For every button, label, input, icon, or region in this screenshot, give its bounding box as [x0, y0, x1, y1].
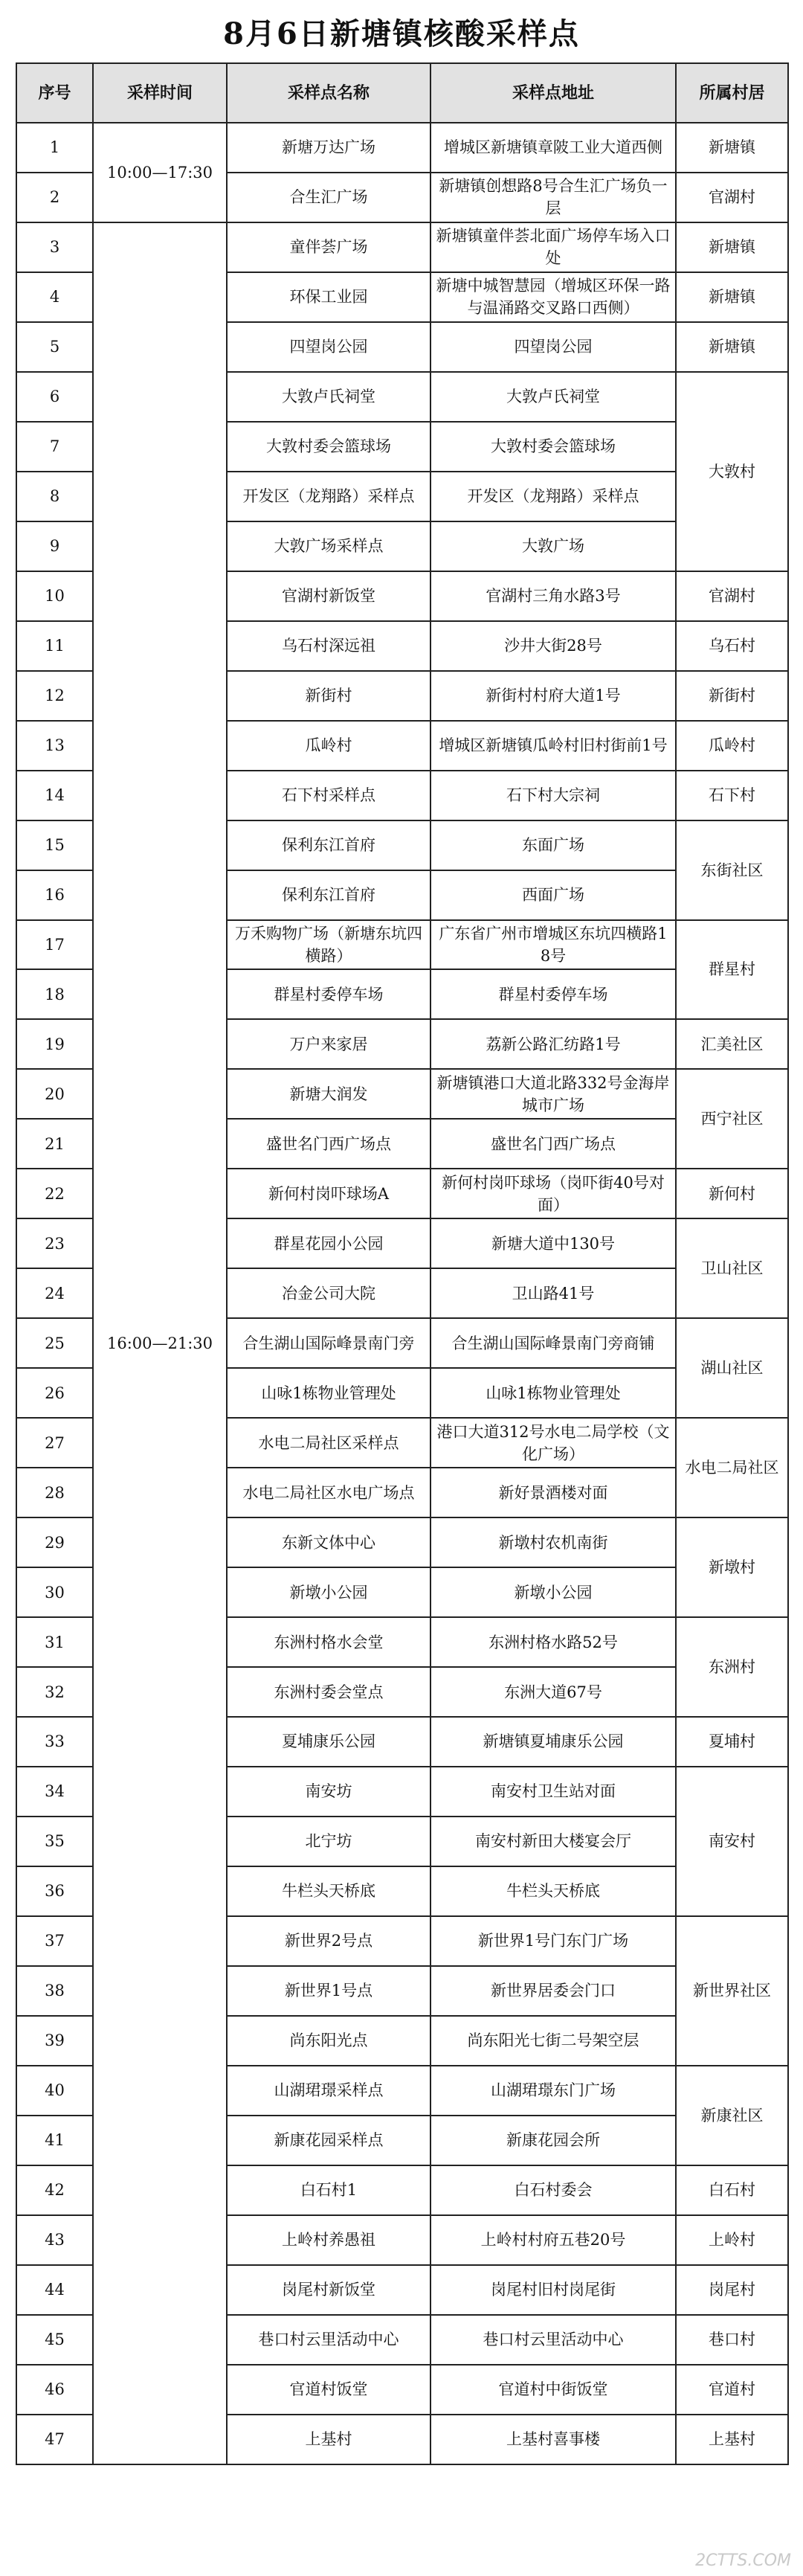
- cell-site-address: 上基村喜事楼: [430, 2415, 676, 2464]
- cell-site-name: 新世界1号点: [227, 1966, 430, 2016]
- cell-site-address: 新康花园会所: [430, 2116, 676, 2165]
- cell-site-name: 新墩小公园: [227, 1567, 430, 1617]
- cell-site-name: 上岭村养愚祖: [227, 2215, 430, 2265]
- cell-site-address: 西面广场: [430, 870, 676, 920]
- cell-site-name: 山咏1栋物业管理处: [227, 1368, 430, 1418]
- cell-site-name: 东洲村委会堂点: [227, 1667, 430, 1717]
- cell-site-name: 牛栏头天桥底: [227, 1866, 430, 1916]
- cell-village: 西宁社区: [676, 1069, 788, 1169]
- cell-index: 36: [16, 1866, 93, 1916]
- cell-site-address: 南安村卫生站对面: [430, 1767, 676, 1817]
- cell-site-name: 保利东江首府: [227, 820, 430, 870]
- cell-village: 新塘镇: [676, 322, 788, 372]
- cell-index: 42: [16, 2165, 93, 2215]
- cell-village: 大敦村: [676, 372, 788, 571]
- cell-site-name: 万户来家居: [227, 1019, 430, 1069]
- cell-village: 新墩村: [676, 1517, 788, 1617]
- cell-site-name: 新世界2号点: [227, 1916, 430, 1966]
- cell-site-address: 东洲村格水路52号: [430, 1617, 676, 1667]
- cell-index: 25: [16, 1318, 93, 1368]
- cell-index: 9: [16, 521, 93, 571]
- cell-village: 新何村: [676, 1169, 788, 1218]
- cell-site-name: 岗尾村新饭堂: [227, 2265, 430, 2315]
- cell-index: 8: [16, 472, 93, 521]
- cell-index: 27: [16, 1418, 93, 1468]
- cell-index: 18: [16, 969, 93, 1019]
- cell-site-address: 尚东阳光七街二号架空层: [430, 2016, 676, 2066]
- cell-site-name: 盛世名门西广场点: [227, 1119, 430, 1169]
- cell-site-address: 大敦广场: [430, 521, 676, 571]
- cell-site-name: 尚东阳光点: [227, 2016, 430, 2066]
- cell-time: 16:00—21:30: [93, 222, 227, 2464]
- cell-village: 群星村: [676, 920, 788, 1020]
- cell-village: 岗尾村: [676, 2265, 788, 2315]
- cell-site-name: 新康花园采样点: [227, 2116, 430, 2165]
- cell-site-address: 牛栏头天桥底: [430, 1866, 676, 1916]
- cell-village: 上岭村: [676, 2215, 788, 2265]
- cell-site-name: 群星村委停车场: [227, 969, 430, 1019]
- cell-site-address: 新世界居委会门口: [430, 1966, 676, 2016]
- cell-village: 乌石村: [676, 621, 788, 671]
- cell-site-address: 开发区（龙翔路）采样点: [430, 472, 676, 521]
- cell-site-address: 新塘镇夏埔康乐公园: [430, 1717, 676, 1767]
- cell-village: 汇美社区: [676, 1019, 788, 1069]
- cell-index: 7: [16, 422, 93, 472]
- table-body: [16, 123, 788, 2464]
- cell-site-name: 水电二局社区水电广场点: [227, 1468, 430, 1517]
- cell-site-name: 合生汇广场: [227, 173, 430, 222]
- cell-index: 23: [16, 1218, 93, 1268]
- cell-site-address: 山咏1栋物业管理处: [430, 1368, 676, 1418]
- cell-index: 2: [16, 173, 93, 222]
- cell-site-name: 新街村: [227, 671, 430, 721]
- cell-index: 22: [16, 1169, 93, 1218]
- header-village: 所属村居: [676, 63, 788, 123]
- cell-village: 新康社区: [676, 2066, 788, 2165]
- cell-village: 新塘镇: [676, 222, 788, 272]
- cell-index: 39: [16, 2016, 93, 2066]
- cell-site-address: 东面广场: [430, 820, 676, 870]
- cell-village: 新塘镇: [676, 272, 788, 322]
- cell-index: 33: [16, 1717, 93, 1767]
- cell-index: 24: [16, 1268, 93, 1318]
- cell-site-name: 环保工业园: [227, 272, 430, 322]
- watermark-logo: 2CTTS.COM: [695, 2551, 791, 2570]
- cell-site-address: 石下村大宗祠: [430, 771, 676, 820]
- header-site-name: 采样点名称: [227, 63, 430, 123]
- cell-index: 38: [16, 1966, 93, 2016]
- cell-index: 32: [16, 1667, 93, 1717]
- cell-site-name: 石下村采样点: [227, 771, 430, 820]
- header-time: 采样时间: [93, 63, 227, 123]
- cell-index: 4: [16, 272, 93, 322]
- cell-site-name: 北宁坊: [227, 1817, 430, 1866]
- cell-site-name: 冶金公司大院: [227, 1268, 430, 1318]
- cell-index: 20: [16, 1069, 93, 1119]
- cell-village: 东洲村: [676, 1617, 788, 1717]
- cell-site-name: 四望岗公园: [227, 322, 430, 372]
- cell-village: 巷口村: [676, 2315, 788, 2365]
- cell-village: 上基村: [676, 2415, 788, 2464]
- cell-site-name: 新何村岗吓球场A: [227, 1169, 430, 1218]
- cell-site-name: 官湖村新饭堂: [227, 571, 430, 621]
- cell-site-name: 白石村1: [227, 2165, 430, 2215]
- cell-site-address: 新塘中城智慧园（增城区环保一路与温涌路交叉路口西侧）: [430, 272, 676, 322]
- cell-village: 石下村: [676, 771, 788, 820]
- cell-index: 11: [16, 621, 93, 671]
- cell-village: 官道村: [676, 2365, 788, 2415]
- table-row: [16, 222, 788, 272]
- cell-village: 官湖村: [676, 571, 788, 621]
- cell-site-address: 新塘镇创想路8号合生汇广场负一层: [430, 173, 676, 222]
- cell-index: 34: [16, 1767, 93, 1817]
- cell-site-address: 官湖村三角水路3号: [430, 571, 676, 621]
- cell-site-name: 夏埔康乐公园: [227, 1717, 430, 1767]
- cell-index: 15: [16, 820, 93, 870]
- header-index: 序号: [16, 63, 93, 123]
- cell-site-address: 沙井大街28号: [430, 621, 676, 671]
- cell-site-name: 东洲村格水会堂: [227, 1617, 430, 1667]
- cell-village: 水电二局社区: [676, 1418, 788, 1517]
- cell-index: 5: [16, 322, 93, 372]
- cell-site-address: 白石村委会: [430, 2165, 676, 2215]
- cell-site-address: 上岭村村府五巷20号: [430, 2215, 676, 2265]
- cell-site-name: 大敦村委会篮球场: [227, 422, 430, 472]
- cell-site-address: 增城区新塘镇瓜岭村旧村街前1号: [430, 721, 676, 771]
- cell-site-address: 合生湖山国际峰景南门旁商铺: [430, 1318, 676, 1368]
- cell-site-name: 巷口村云里活动中心: [227, 2315, 430, 2365]
- cell-site-address: 增城区新塘镇章陂工业大道西侧: [430, 123, 676, 173]
- cell-site-address: 群星村委停车场: [430, 969, 676, 1019]
- cell-village: 官湖村: [676, 173, 788, 222]
- cell-site-address: 大敦卢氏祠堂: [430, 372, 676, 422]
- cell-site-address: 四望岗公园: [430, 322, 676, 372]
- cell-site-name: 开发区（龙翔路）采样点: [227, 472, 430, 521]
- cell-site-address: 巷口村云里活动中心: [430, 2315, 676, 2365]
- cell-site-address: 新塘镇港口大道北路332号金海岸城市广场: [430, 1069, 676, 1119]
- cell-village: 夏埔村: [676, 1717, 788, 1767]
- cell-site-name: 上基村: [227, 2415, 430, 2464]
- cell-index: 1: [16, 123, 93, 173]
- cell-site-address: 新塘大道中130号: [430, 1218, 676, 1268]
- cell-index: 29: [16, 1517, 93, 1567]
- cell-site-address: 大敦村委会篮球场: [430, 422, 676, 472]
- cell-site-address: 山湖珺璟东门广场: [430, 2066, 676, 2116]
- cell-site-address: 新街村村府大道1号: [430, 671, 676, 721]
- cell-site-name: 新塘大润发: [227, 1069, 430, 1119]
- cell-index: 37: [16, 1916, 93, 1966]
- table-row: [16, 123, 788, 173]
- cell-site-address: 新好景酒楼对面: [430, 1468, 676, 1517]
- cell-site-name: 合生湖山国际峰景南门旁: [227, 1318, 430, 1368]
- sampling-sites-table: [16, 62, 789, 2465]
- cell-site-address: 岗尾村旧村岗尾街: [430, 2265, 676, 2315]
- cell-site-address: 荔新公路汇纺路1号: [430, 1019, 676, 1069]
- cell-site-name: 官道村饭堂: [227, 2365, 430, 2415]
- cell-index: 26: [16, 1368, 93, 1418]
- cell-site-name: 东新文体中心: [227, 1517, 430, 1567]
- cell-village: 新世界社区: [676, 1916, 788, 2066]
- cell-index: 12: [16, 671, 93, 721]
- cell-index: 14: [16, 771, 93, 820]
- cell-village: 南安村: [676, 1767, 788, 1916]
- cell-site-address: 新何村岗吓球场（岗吓街40号对面）: [430, 1169, 676, 1218]
- cell-index: 35: [16, 1817, 93, 1866]
- cell-site-name: 瓜岭村: [227, 721, 430, 771]
- cell-index: 28: [16, 1468, 93, 1517]
- cell-index: 30: [16, 1567, 93, 1617]
- cell-site-address: 新墩村农机南街: [430, 1517, 676, 1567]
- cell-index: 47: [16, 2415, 93, 2464]
- cell-site-address: 广东省广州市增城区东坑四横路18号: [430, 920, 676, 970]
- cell-index: 16: [16, 870, 93, 920]
- cell-site-name: 群星花园小公园: [227, 1218, 430, 1268]
- cell-village: 东街社区: [676, 820, 788, 920]
- cell-site-address: 东洲大道67号: [430, 1667, 676, 1717]
- table-header-row: [16, 63, 788, 123]
- cell-village: 新街村: [676, 671, 788, 721]
- cell-index: 46: [16, 2365, 93, 2415]
- cell-index: 43: [16, 2215, 93, 2265]
- cell-site-name: 童伴荟广场: [227, 222, 430, 272]
- cell-index: 44: [16, 2265, 93, 2315]
- cell-site-address: 盛世名门西广场点: [430, 1119, 676, 1169]
- cell-site-address: 官道村中街饭堂: [430, 2365, 676, 2415]
- cell-index: 45: [16, 2315, 93, 2365]
- cell-site-name: 大敦卢氏祠堂: [227, 372, 430, 422]
- header-site-address: 采样点地址: [430, 63, 676, 123]
- cell-index: 3: [16, 222, 93, 272]
- cell-site-address: 新塘镇童伴荟北面广场停车场入口处: [430, 222, 676, 272]
- cell-site-address: 南安村新田大楼宴会厅: [430, 1817, 676, 1866]
- page-title: 8月6日新塘镇核酸采样点: [223, 16, 580, 51]
- cell-village: 白石村: [676, 2165, 788, 2215]
- cell-site-name: 南安坊: [227, 1767, 430, 1817]
- cell-site-name: 乌石村深远祖: [227, 621, 430, 671]
- cell-village: 新塘镇: [676, 123, 788, 173]
- cell-site-name: 万禾购物广场（新塘东坑四横路）: [227, 920, 430, 970]
- cell-site-address: 卫山路41号: [430, 1268, 676, 1318]
- cell-village: 瓜岭村: [676, 721, 788, 771]
- cell-site-name: 水电二局社区采样点: [227, 1418, 430, 1468]
- cell-index: 41: [16, 2116, 93, 2165]
- cell-index: 19: [16, 1019, 93, 1069]
- cell-index: 31: [16, 1617, 93, 1667]
- cell-index: 10: [16, 571, 93, 621]
- cell-site-address: 新墩小公园: [430, 1567, 676, 1617]
- cell-index: 6: [16, 372, 93, 422]
- cell-index: 17: [16, 920, 93, 970]
- cell-site-name: 新塘万达广场: [227, 123, 430, 173]
- cell-site-name: 大敦广场采样点: [227, 521, 430, 571]
- cell-site-name: 保利东江首府: [227, 870, 430, 920]
- cell-index: 21: [16, 1119, 93, 1169]
- cell-village: 卫山社区: [676, 1218, 788, 1318]
- cell-site-name: 山湖珺璟采样点: [227, 2066, 430, 2116]
- cell-index: 13: [16, 721, 93, 771]
- cell-index: 40: [16, 2066, 93, 2116]
- cell-site-address: 港口大道312号水电二局学校（文化广场）: [430, 1418, 676, 1468]
- cell-village: 湖山社区: [676, 1318, 788, 1418]
- cell-time: 10:00—17:30: [93, 123, 227, 222]
- cell-site-address: 新世界1号门东门广场: [430, 1916, 676, 1966]
